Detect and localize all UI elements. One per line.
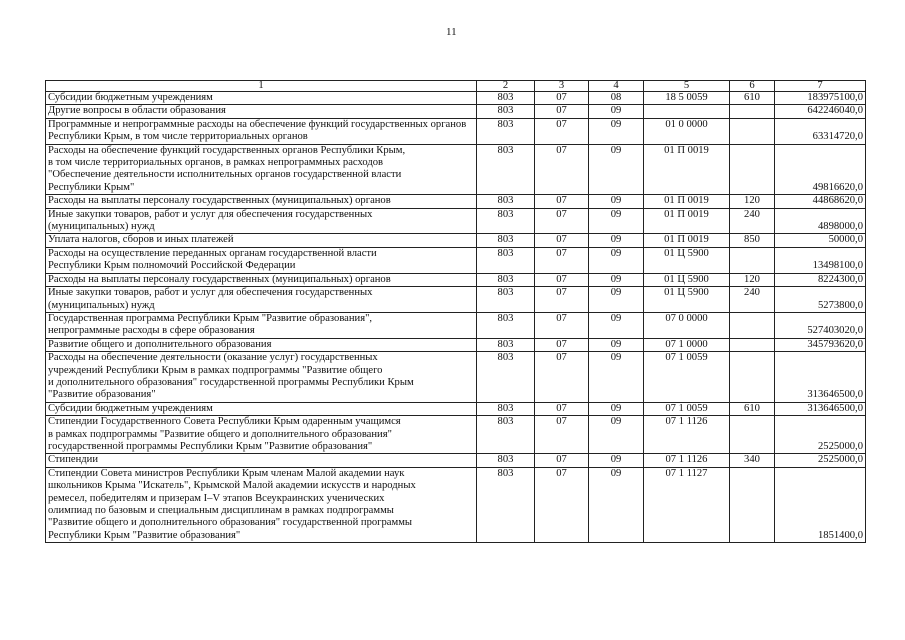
table-row: [46, 118, 866, 144]
row-amount: 4898000,0: [775, 208, 866, 234]
row-code-subsection: 08: [589, 92, 644, 105]
row-code-target: 01 П 0019: [644, 195, 730, 208]
header-cell: 2: [477, 81, 535, 92]
row-code-ministry: 803: [477, 287, 535, 313]
row-code-section: 07: [535, 467, 589, 542]
row-name: Расходы на обеспечение деятельности (оказание услуг) государственных учреждений Республики Крым в рамках подпрограммы "Развитие общего и дополнительного образования" государственной программы Республики Крым "Развитие образования": [46, 352, 477, 403]
row-name: Иные закупки товаров, работ и услуг для обеспечения государственных (муниципальных) нужд: [46, 208, 477, 234]
row-code-ministry: 803: [477, 118, 535, 144]
row-code-ministry: 803: [477, 352, 535, 403]
table-row: [46, 273, 866, 286]
row-amount: 13498100,0: [775, 247, 866, 273]
row-name: Расходы на выплаты персоналу государственных (муниципальных) органов: [46, 273, 477, 286]
header-cell: 6: [730, 81, 775, 92]
row-name: Стипендии: [46, 454, 477, 467]
header-cell: 4: [589, 81, 644, 92]
header-cell: 7: [775, 81, 866, 92]
row-code-target: 01 Ц 5900: [644, 287, 730, 313]
row-name: Иные закупки товаров, работ и услуг для обеспечения государственных (муниципальных) нужд: [46, 287, 477, 313]
row-name: Расходы на осуществление переданных органам государственной власти Республики Крым полномочий Российской Федерации: [46, 247, 477, 273]
table-row: [46, 208, 866, 234]
row-code-ministry: 803: [477, 195, 535, 208]
row-code-section: 07: [535, 287, 589, 313]
row-code-section: 07: [535, 118, 589, 144]
row-code-ministry: 803: [477, 247, 535, 273]
row-code-target: 01 Ц 5900: [644, 247, 730, 273]
table-row: [46, 195, 866, 208]
header-row: [46, 81, 866, 92]
row-name: Расходы на обеспечение функций государственных органов Республики Крым, в том числе территориальных органов, в рамках непрограммных расходов "Обеспечение деятельности исполнительных органов государственной власти Республики Крым": [46, 144, 477, 195]
row-code-subsection: 09: [589, 352, 644, 403]
row-code-subsection: 09: [589, 195, 644, 208]
row-name: Другие вопросы в области образования: [46, 105, 477, 118]
row-code-target: 07 1 0059: [644, 402, 730, 415]
row-code-expense-type: 240: [730, 287, 775, 313]
row-code-expense-type: [730, 144, 775, 195]
row-amount: 63314720,0: [775, 118, 866, 144]
row-amount: 345793620,0: [775, 338, 866, 351]
table-row: [46, 234, 866, 247]
row-amount: 50000,0: [775, 234, 866, 247]
table-row: [46, 247, 866, 273]
row-code-target: 07 1 1126: [644, 416, 730, 454]
row-code-expense-type: [730, 352, 775, 403]
row-name: Программные и непрограммные расходы на обеспечение функций государственных органов Республики Крым, в том числе территориальных органов: [46, 118, 477, 144]
row-code-target: 01 0 0000: [644, 118, 730, 144]
row-code-subsection: 09: [589, 287, 644, 313]
row-code-ministry: 803: [477, 273, 535, 286]
row-name: Субсидии бюджетным учреждениям: [46, 402, 477, 415]
row-code-subsection: 09: [589, 454, 644, 467]
row-code-section: 07: [535, 195, 589, 208]
row-code-subsection: 09: [589, 402, 644, 415]
table-row: [46, 467, 866, 542]
row-code-section: 07: [535, 105, 589, 118]
row-code-section: 07: [535, 338, 589, 351]
row-code-expense-type: 120: [730, 195, 775, 208]
row-code-ministry: 803: [477, 105, 535, 118]
row-code-target: 01 П 0019: [644, 234, 730, 247]
row-code-ministry: 803: [477, 402, 535, 415]
row-code-section: 07: [535, 402, 589, 415]
row-code-ministry: 803: [477, 338, 535, 351]
row-name: Стипендии Государственного Совета Республики Крым одаренным учащимся в рамках подпрограммы "Развитие общего и дополнительного образования" государственной программы Республики Крым "Развитие образования": [46, 416, 477, 454]
row-code-ministry: 803: [477, 92, 535, 105]
table-row: [46, 454, 866, 467]
row-code-subsection: 09: [589, 105, 644, 118]
row-code-section: 07: [535, 247, 589, 273]
row-code-section: 07: [535, 144, 589, 195]
row-code-target: [644, 105, 730, 118]
row-code-section: 07: [535, 208, 589, 234]
table-row: [46, 402, 866, 415]
row-code-ministry: 803: [477, 234, 535, 247]
header-cell: 3: [535, 81, 589, 92]
table-row: [46, 352, 866, 403]
row-code-subsection: 09: [589, 247, 644, 273]
row-code-subsection: 09: [589, 118, 644, 144]
table-row: [46, 416, 866, 454]
row-code-target: 01 П 0019: [644, 144, 730, 195]
row-code-expense-type: 120: [730, 273, 775, 286]
row-code-ministry: 803: [477, 467, 535, 542]
row-code-section: 07: [535, 234, 589, 247]
row-code-expense-type: 240: [730, 208, 775, 234]
row-code-subsection: 09: [589, 416, 644, 454]
row-name: Развитие общего и дополнительного образования: [46, 338, 477, 351]
row-code-expense-type: 610: [730, 402, 775, 415]
row-code-subsection: 09: [589, 312, 644, 338]
row-code-target: 07 1 1126: [644, 454, 730, 467]
row-amount: 2525000,0: [775, 416, 866, 454]
row-code-section: 07: [535, 454, 589, 467]
row-name: Расходы на выплаты персоналу государственных (муниципальных) органов: [46, 195, 477, 208]
row-code-subsection: 09: [589, 208, 644, 234]
row-amount: 5273800,0: [775, 287, 866, 313]
row-code-subsection: 09: [589, 144, 644, 195]
header-cell: 1: [46, 81, 477, 92]
row-code-ministry: 803: [477, 454, 535, 467]
row-code-expense-type: [730, 338, 775, 351]
row-code-section: 07: [535, 273, 589, 286]
row-amount: 642246040,0: [775, 105, 866, 118]
row-name: Субсидии бюджетным учреждениям: [46, 92, 477, 105]
row-code-expense-type: [730, 105, 775, 118]
table-row: [46, 338, 866, 351]
row-amount: 8224300,0: [775, 273, 866, 286]
row-amount: 527403020,0: [775, 312, 866, 338]
table-row: [46, 144, 866, 195]
row-code-expense-type: [730, 118, 775, 144]
row-amount: 2525000,0: [775, 454, 866, 467]
row-code-section: 07: [535, 352, 589, 403]
row-code-expense-type: [730, 247, 775, 273]
row-code-target: 07 1 0059: [644, 352, 730, 403]
table-row: [46, 312, 866, 338]
row-code-section: 07: [535, 312, 589, 338]
row-amount: 49816620,0: [775, 144, 866, 195]
row-code-section: 07: [535, 416, 589, 454]
row-code-expense-type: [730, 467, 775, 542]
header-cell: 5: [644, 81, 730, 92]
row-amount: 313646500,0: [775, 352, 866, 403]
row-amount: 44868620,0: [775, 195, 866, 208]
row-code-target: 18 5 0059: [644, 92, 730, 105]
row-code-ministry: 803: [477, 144, 535, 195]
row-code-target: 01 Ц 5900: [644, 273, 730, 286]
row-code-subsection: 09: [589, 338, 644, 351]
page-number: 11: [446, 26, 457, 38]
row-code-subsection: 09: [589, 234, 644, 247]
row-code-target: 07 0 0000: [644, 312, 730, 338]
row-name: Государственная программа Республики Крым "Развитие образования", непрограммные расходы в сфере образования: [46, 312, 477, 338]
row-code-ministry: 803: [477, 312, 535, 338]
row-amount: 313646500,0: [775, 402, 866, 415]
row-code-expense-type: [730, 312, 775, 338]
row-code-subsection: 09: [589, 273, 644, 286]
table-row: [46, 92, 866, 105]
row-amount: 1851400,0: [775, 467, 866, 542]
row-code-ministry: 803: [477, 416, 535, 454]
row-code-expense-type: [730, 416, 775, 454]
row-code-ministry: 803: [477, 208, 535, 234]
row-code-expense-type: 340: [730, 454, 775, 467]
row-name: Стипендии Совета министров Республики Крым членам Малой академии наук школьников Крыма "Искатель", Крымской Малой академии искусств и народных ремесел, победителям и призерам I–V этапов Всеукраинских ученических олимпиад по базовым и специальным дисциплинам в рамках подпрограммы "Развитие общего и дополнительного образования" государственной программы Республики Крым "Развитие образования": [46, 467, 477, 542]
row-code-subsection: 09: [589, 467, 644, 542]
budget-table: [45, 80, 866, 543]
row-code-target: 07 1 1127: [644, 467, 730, 542]
row-code-section: 07: [535, 92, 589, 105]
row-code-target: 01 П 0019: [644, 208, 730, 234]
table-row: [46, 287, 866, 313]
row-name: Уплата налогов, сборов и иных платежей: [46, 234, 477, 247]
row-code-expense-type: 610: [730, 92, 775, 105]
table-row: [46, 105, 866, 118]
row-amount: 183975100,0: [775, 92, 866, 105]
row-code-expense-type: 850: [730, 234, 775, 247]
row-code-target: 07 1 0000: [644, 338, 730, 351]
